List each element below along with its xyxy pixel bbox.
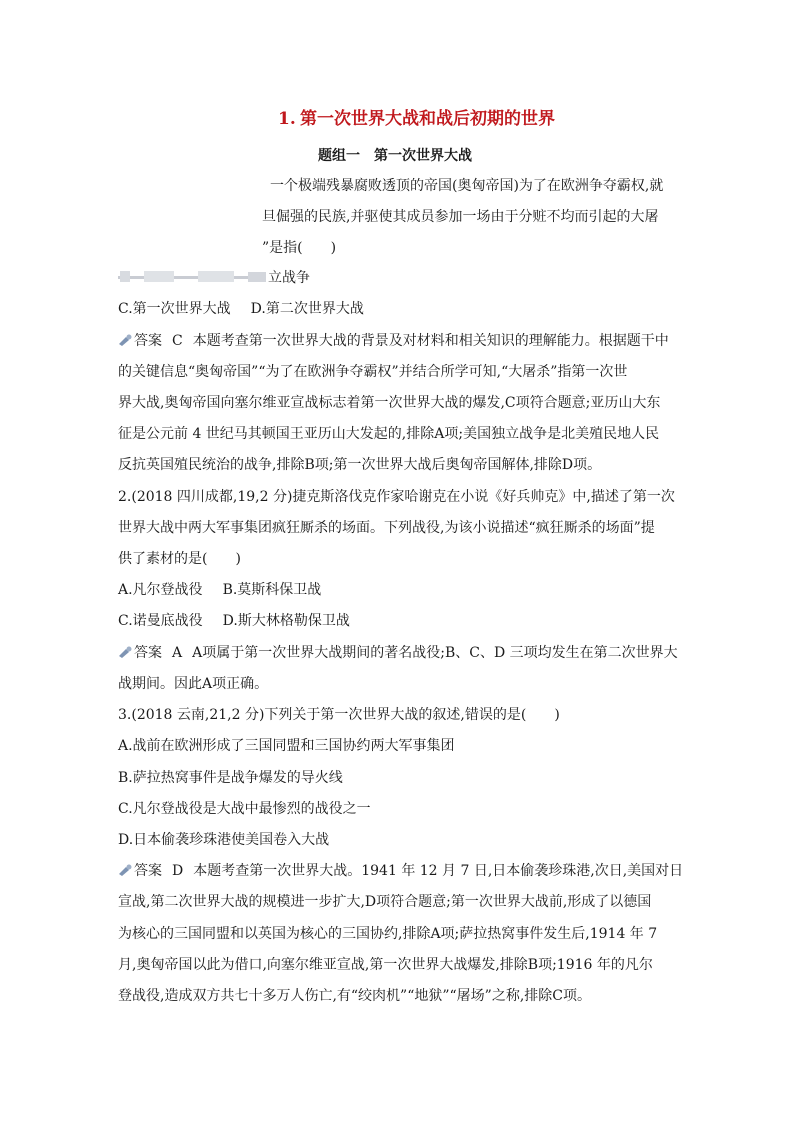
q3-stem: 3.(2018 云南,21,2 分)下列关于第一次世界大战的叙述,错误的是( )	[118, 707, 560, 723]
section-title-text: 第一次世界大战和战后初期的世界	[300, 109, 555, 129]
q3-answer-label: 答案	[134, 863, 162, 879]
cropped-text-fragment	[118, 270, 268, 284]
q1-explanation-line-5: 反抗英国殖民统治的战争,排除B项;第一次世界大战后奥匈帝国解体,排除D项。	[118, 457, 602, 473]
q2-option-d: D.斯大林格勒保卫战	[222, 613, 350, 629]
q2-answer-letter: A	[172, 645, 183, 661]
q2-stem-line-1: 2.(2018 四川成都,19,2 分)捷克斯洛伐克作家哈谢克在小说《好兵帅克》中,描述了第一次	[118, 489, 675, 505]
answer-pencil-icon	[118, 646, 132, 658]
q3-option-d: D.日本偷袭珍珠港使美国卷入大战	[118, 832, 330, 848]
q3-explanation-line-2: 宣战,第二次世界大战的规模进一步扩大,D项符合题意;第一次世界大战前,形成了以德国	[118, 894, 652, 910]
q3-explanation-line-4: 月,奥匈帝国以此为借口,向塞尔维亚宣战,第一次世界大战爆发,排除B项;1916 年的凡尔	[118, 957, 653, 973]
q1-option-d: D.第二次世界大战	[250, 301, 364, 317]
q3-option-a: A.战前在欧洲形成了三国同盟和三国协约两大军事集团	[118, 738, 455, 754]
q1-stem-line-1: 一个极端残暴腐败透顶的帝国(奥匈帝国)为了在欧洲争夺霸权,就	[270, 178, 664, 194]
q2-answer-line-1	[118, 643, 678, 663]
q1-answer-letter: C	[172, 333, 183, 349]
q2-stem-line-3: 供了素材的是( )	[118, 551, 241, 567]
q1-explanation-line-4: 征是公元前 4 世纪马其顿国王亚历山大发起的,排除A项;美国独立战争是北美殖民地人民	[118, 426, 660, 442]
q1-option-b-partial: 立战争	[268, 270, 310, 286]
answer-pencil-icon	[118, 334, 132, 346]
q1-stem-line-2: 旦倔强的民族,并驱使其成员参加一场由于分赃不均而引起的大屠	[262, 209, 659, 225]
q3-explanation-line-3: 为核心的三国同盟和以英国为核心的三国协约,排除A项;萨拉热窝事件发生后,1914 年 7	[118, 926, 658, 942]
section-number: 1.	[278, 109, 296, 129]
q2-option-b: B.莫斯科保卫战	[222, 582, 322, 598]
answer-pencil-icon	[118, 864, 132, 876]
q2-explanation-line-1: A项属于第一次世界大战期间的著名战役;B、C、D 三项均发生在第二次世界大	[192, 645, 678, 661]
q1-explanation-line-1: 本题考查第一次世界大战的背景及对材料和相关知识的理解能力。根据题干中	[192, 333, 669, 349]
group-heading: 题组一 第一次世界大战	[318, 148, 472, 164]
q2-explanation-line-2: 战期间。因此A项正确。	[118, 676, 269, 692]
section-title	[278, 104, 555, 129]
q3-explanation-line-1: 本题考查第一次世界大战。1941 年 12 月 7 日,日本偷袭珍珠港,次日,美国对日	[193, 863, 684, 879]
q1-explanation-line-3: 界大战,奥匈帝国向塞尔维亚宣战标志着第一次世界大战的爆发,C项符合题意;亚历山大东	[118, 395, 661, 411]
q1-options-cd	[118, 299, 364, 319]
q3-answer-letter: D	[172, 863, 184, 879]
q2-answer-label: 答案	[134, 645, 162, 661]
q1-answer-label: 答案	[134, 333, 162, 349]
q2-options-ab	[118, 580, 321, 600]
q1-explanation-line-2: 的关键信息“奥匈帝国”“为了在欧洲争夺霸权”并结合所学可知,“大屠杀”指第一次世	[118, 364, 628, 380]
q2-option-c: C.诺曼底战役	[118, 613, 203, 629]
q1-option-c: C.第一次世界大战	[118, 301, 231, 317]
q3-answer-line-1	[118, 861, 683, 881]
q2-option-a: A.凡尔登战役	[118, 582, 203, 598]
q1-answer-line-1	[118, 331, 669, 351]
q1-stem-line-3: ”是指( )	[262, 240, 337, 256]
q2-options-cd	[118, 611, 350, 631]
q3-option-b: B.萨拉热窝事件是战争爆发的导火线	[118, 770, 343, 786]
q3-explanation-line-5: 登战役,造成双方共七十多万人伤亡,有“绞肉机”“地狱”“屠场”之称,排除C项。	[118, 988, 592, 1004]
q2-stem-line-2: 世界大战中两大军事集团疯狂厮杀的场面。下列战役,为该小说描述“疯狂厮杀的场面”提	[118, 520, 655, 536]
q3-option-c: C.凡尔登战役是大战中最惨烈的战役之一	[118, 801, 371, 817]
